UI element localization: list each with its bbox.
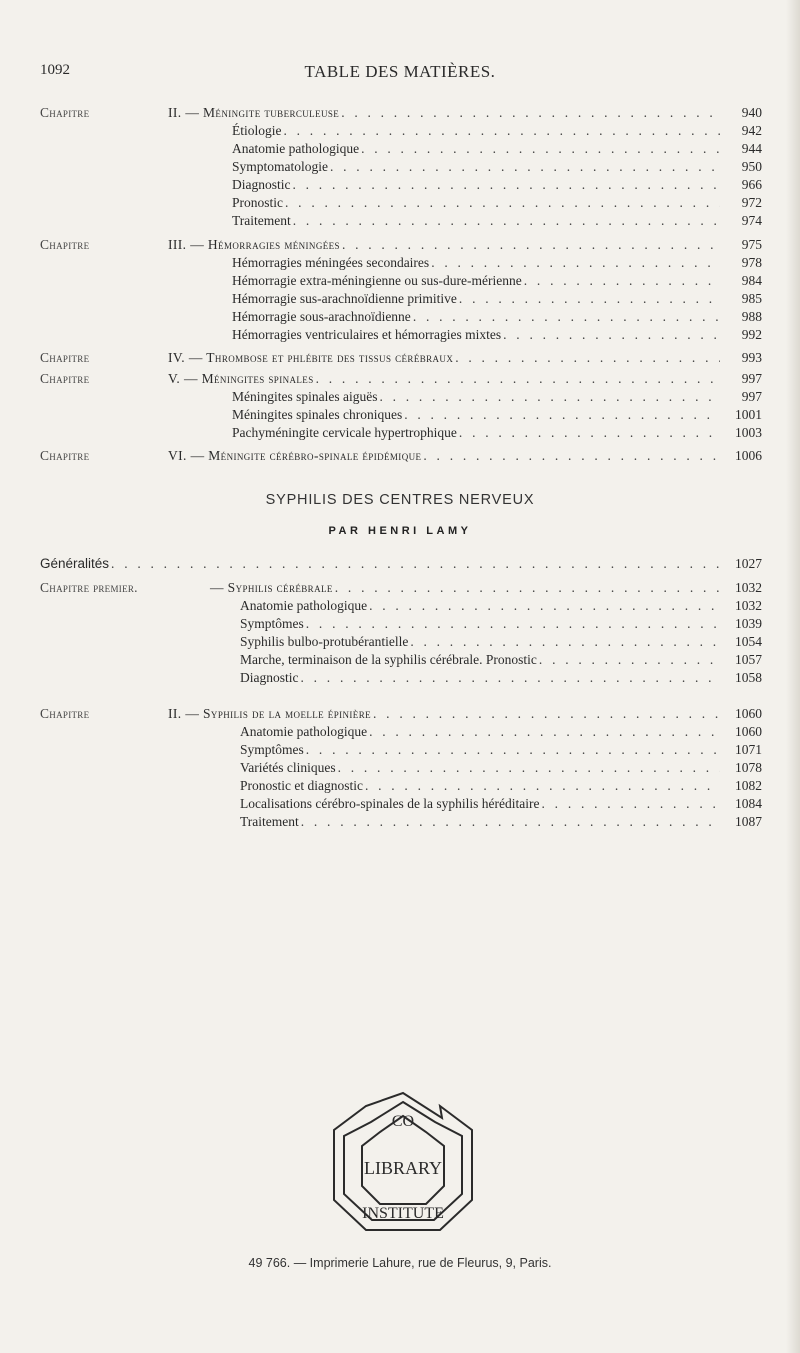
toc-entry [40, 615, 762, 633]
entry-page: 972 [741, 195, 762, 210]
entry-label: Pachyméningite cervicale hypertrophique [232, 425, 457, 440]
entry-page: 1058 [735, 670, 762, 685]
dot-leader [335, 579, 720, 597]
dot-leader [423, 447, 720, 465]
entry-label: Hémorragie sus-arachnoïdienne primitive [232, 291, 457, 306]
chapter-prefix: Chapitre premier. [40, 580, 138, 595]
toc-entry [40, 158, 762, 176]
entry-label: Traitement [240, 814, 299, 829]
toc-entry [40, 597, 762, 615]
page-title: TABLE DES MATIÈRES. [304, 62, 496, 81]
chapter-prefix: Chapitre [40, 350, 90, 365]
entry-label: Diagnostic [232, 177, 291, 192]
entry-label: IV. — Thrombose et phlébite des tissus cérébraux [168, 350, 454, 365]
toc-entry [40, 795, 762, 813]
svg-text:LIBRARY: LIBRARY [363, 1158, 443, 1178]
dot-leader [410, 633, 720, 651]
page-header [40, 62, 760, 86]
entry-page: 993 [741, 350, 762, 365]
dot-leader [316, 370, 720, 388]
toc-entry-chapter [40, 370, 762, 388]
toc-entry [40, 813, 762, 831]
entry-page: 1060 [735, 724, 762, 739]
toc-entry [40, 290, 762, 308]
library-stamp-graphic [322, 1090, 484, 1242]
dot-leader [301, 669, 721, 687]
dot-leader [369, 723, 720, 741]
toc-entry [40, 388, 762, 406]
entry-page: 1039 [735, 616, 762, 631]
entry-page: 988 [741, 309, 762, 324]
entry-page: 1057 [735, 652, 762, 667]
entry-page: 940 [741, 105, 762, 120]
toc-entry-chapter [40, 349, 762, 367]
entry-label: Marche, terminaison de la syphilis cérébrale. Pronostic [240, 652, 537, 667]
page-number: 1092 [40, 62, 70, 78]
chapter-prefix: Chapitre [40, 105, 90, 120]
entry-label: Méningites spinales chroniques [232, 407, 403, 422]
printer-imprint: 49 766. — Imprimerie Lahure, rue de Fleurus, 9, Paris. [248, 1256, 552, 1270]
toc-entry [40, 122, 762, 140]
toc-entry [40, 140, 762, 158]
chapter-prefix: Chapitre [40, 448, 90, 463]
entry-page: 1087 [735, 814, 762, 829]
toc-entry [40, 194, 762, 212]
dot-leader [306, 741, 720, 759]
entry-label: Anatomie pathologique [232, 141, 360, 156]
dot-leader [293, 212, 720, 230]
entry-page: 1060 [735, 706, 762, 721]
entry-page: 950 [741, 159, 762, 174]
entry-label: Méningites spinales aiguës [232, 389, 378, 404]
dot-leader [431, 254, 720, 272]
dot-leader [503, 326, 720, 344]
dot-leader [413, 308, 720, 326]
entry-label: Symptômes [240, 742, 304, 757]
entry-page: 985 [741, 291, 762, 306]
dot-leader [284, 122, 721, 140]
dot-leader [459, 290, 720, 308]
entry-page: 1003 [735, 425, 762, 440]
dot-leader [338, 759, 720, 777]
toc-entry [40, 741, 762, 759]
dot-leader [369, 597, 720, 615]
section-author: PAR HENRI LAMY [328, 525, 472, 537]
entry-label: II. — Méningite tuberculeuse [168, 105, 340, 120]
entry-label: II. — Syphilis de la moelle épinière [168, 706, 372, 721]
dot-leader [404, 406, 720, 424]
entry-page: 1001 [735, 407, 762, 422]
svg-text:CO: CO [391, 1113, 415, 1130]
entry-page: 1027 [735, 556, 762, 571]
chapter-prefix: Chapitre [40, 371, 90, 386]
toc-entry-chapter [40, 104, 762, 122]
entry-label: Généralités [40, 556, 110, 571]
dot-leader [341, 104, 720, 122]
entry-page: 1078 [735, 760, 762, 775]
entry-label: Anatomie pathologique [240, 598, 368, 613]
toc-entry [40, 406, 762, 424]
toc-entry [40, 424, 762, 442]
toc-entry [40, 651, 762, 669]
entry-page: 978 [741, 255, 762, 270]
entry-label: Étiologie [232, 123, 282, 138]
entry-label: Symptomatologie [232, 159, 328, 174]
dot-leader [539, 651, 720, 669]
entry-label: Anatomie pathologique [240, 724, 368, 739]
toc-entry [40, 723, 762, 741]
dot-leader [361, 140, 720, 158]
entry-label: Symptômes [240, 616, 304, 631]
dot-leader [330, 158, 720, 176]
entry-page: 984 [741, 273, 762, 288]
svg-text:INSTITUTE: INSTITUTE [362, 1205, 444, 1222]
entry-label: Hémorragie extra-méningienne ou sus-dure-mérienne [232, 273, 522, 288]
entry-page: 997 [741, 389, 762, 404]
toc-entry-chapter [40, 705, 762, 723]
toc-entry-chapter [40, 447, 762, 465]
entry-label: Localisations cérébro-spinales de la syphilis héréditaire [240, 796, 540, 811]
entry-page: 1006 [735, 448, 762, 463]
dot-leader [365, 777, 720, 795]
toc-entry [40, 254, 762, 272]
dot-leader [455, 349, 720, 367]
chapter-prefix: Chapitre [40, 706, 90, 721]
entry-page: 975 [741, 237, 762, 252]
dot-leader [373, 705, 720, 723]
dot-leader [285, 194, 720, 212]
entry-label: Traitement [232, 213, 291, 228]
entry-label: Diagnostic [240, 670, 299, 685]
toc-entry [40, 669, 762, 687]
toc-entry [40, 326, 762, 344]
dot-leader [524, 272, 720, 290]
entry-page: 974 [741, 213, 762, 228]
entry-page: 944 [741, 141, 762, 156]
entry-label: V. — Méningites spinales [168, 371, 314, 386]
entry-label: Hémorragie sous-arachnoïdienne [232, 309, 411, 324]
toc-entry [40, 759, 762, 777]
dot-leader [293, 176, 721, 194]
entry-label: Syphilis bulbo-protubérantielle [240, 634, 409, 649]
toc-entry [40, 212, 762, 230]
dot-leader [111, 555, 720, 573]
toc-entry [40, 176, 762, 194]
library-stamp [322, 1090, 484, 1242]
entry-label: Pronostic et diagnostic [240, 778, 363, 793]
entry-page: 966 [741, 177, 762, 192]
entry-label: — Syphilis cérébrale [210, 580, 333, 595]
dot-leader [379, 388, 720, 406]
toc-entry [40, 777, 762, 795]
entry-page: 942 [741, 123, 762, 138]
dot-leader [306, 615, 720, 633]
entry-label: III. — Hémorragies méningées [168, 237, 340, 252]
entry-label: Pronostic [232, 195, 284, 210]
entry-page: 1032 [735, 580, 762, 595]
toc-entry [40, 272, 762, 290]
toc-entry-chapter [40, 579, 762, 597]
dot-leader [542, 795, 720, 813]
entry-page: 1032 [735, 598, 762, 613]
entry-page: 992 [741, 327, 762, 342]
entry-label: VI. — Méningite cérébro-spinale épidémique [168, 448, 422, 463]
dot-leader [459, 424, 720, 442]
toc-entry [40, 308, 762, 326]
entry-label: Variétés cliniques [240, 760, 336, 775]
entry-label: Hémorragies méningées secondaires [232, 255, 430, 270]
entry-page: 1082 [735, 778, 762, 793]
section-title: SYPHILIS DES CENTRES NERVEUX [265, 492, 535, 508]
dot-leader [301, 813, 720, 831]
toc-entry-general [40, 555, 762, 573]
dot-leader [342, 236, 720, 254]
entry-page: 997 [741, 371, 762, 386]
entry-page: 1071 [735, 742, 762, 757]
entry-page: 1054 [735, 634, 762, 649]
chapter-prefix: Chapitre [40, 237, 90, 252]
page-edge-shadow [786, 0, 800, 1353]
toc-entry [40, 633, 762, 651]
entry-page: 1084 [735, 796, 762, 811]
entry-label: Hémorragies ventriculaires et hémorragies mixtes [232, 327, 502, 342]
toc-entry-chapter [40, 236, 762, 254]
